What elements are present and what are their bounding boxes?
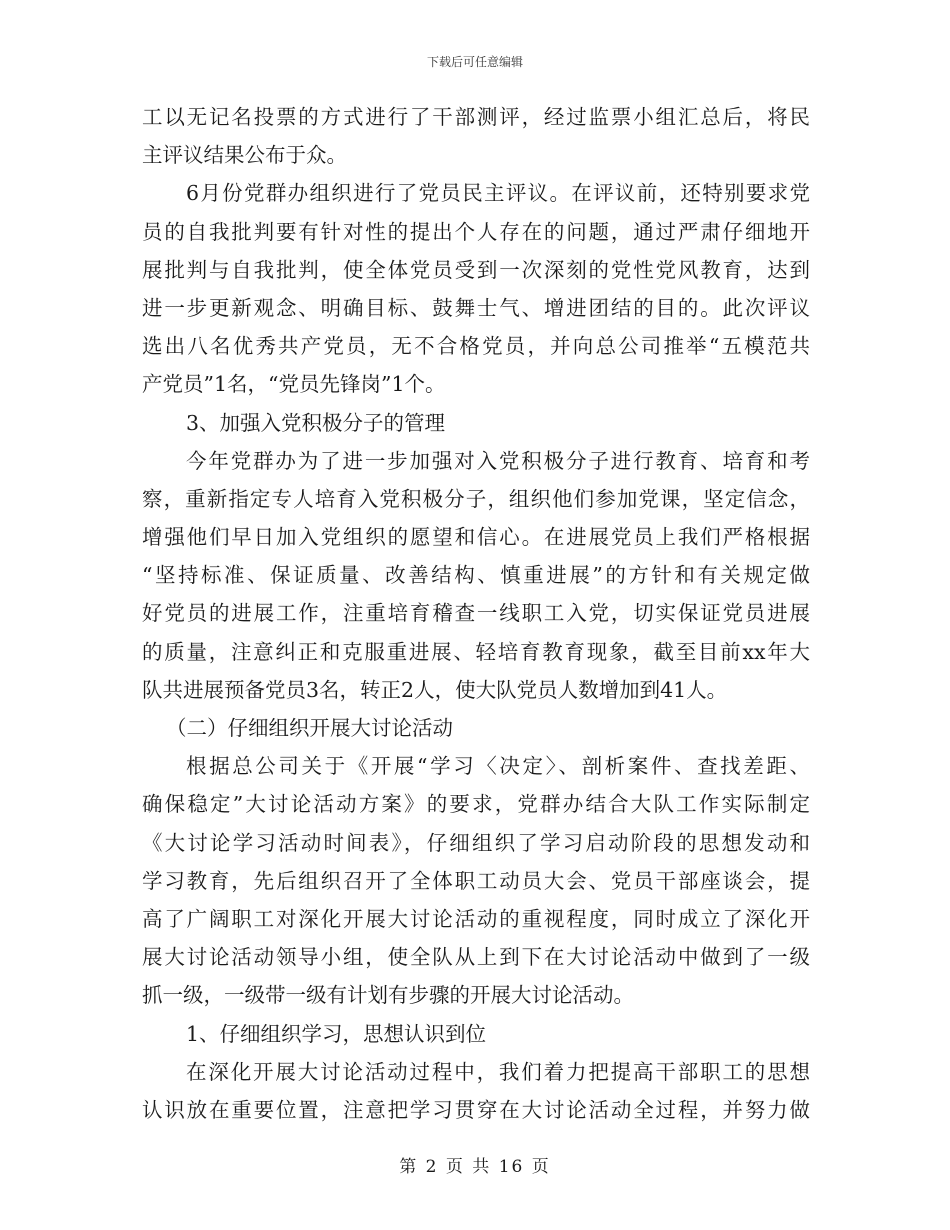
text-line: 认识放在重要位置，注意把学习贯穿在大讨论活动全过程，并努力做 bbox=[142, 1097, 810, 1122]
text-line: 学习教育，先后组织召开了全体职工动员大会、党员干部座谈会，提 bbox=[142, 868, 810, 893]
text-line: 抓一级，一级带一级有计划有步骤的开展大讨论活动。 bbox=[142, 983, 634, 1008]
text-line: 工以无记名投票的方式进行了干部测评，经过监票小组汇总后，将民 bbox=[142, 105, 810, 129]
text-line: 队共进展预备党员3名，转正2人，使大队党员人数增加到41人。 bbox=[142, 677, 728, 702]
document-body bbox=[142, 98, 810, 1129]
section-heading: （二）仔细组织开展大讨论活动 bbox=[166, 716, 453, 740]
text-line: 的质量，注意纠正和克服重进展、轻培育教育现象，截至目前xx年大 bbox=[142, 639, 810, 664]
paragraph-start-line: 根据总公司关于《开展“学习〈决定〉、剖析案件、查找差距、 bbox=[186, 754, 810, 779]
page-header-note: 下载后可任意编辑 bbox=[426, 55, 523, 69]
text-line: 展批判与自我批判，使全体党员受到一次深刻的党性党风教育，达到 bbox=[142, 257, 810, 282]
text-line: 《大讨论学习活动时间表》，仔细组织了学习启动阶段的思想发动和 bbox=[142, 830, 810, 855]
text-line: 主评议结果公布于众。 bbox=[142, 143, 347, 168]
paragraph-start-line: 在深化开展大讨论活动过程中，我们着力把提高干部职工的思想 bbox=[186, 1059, 810, 1084]
text-line: 高了广阔职工对深化开展大讨论活动的重视程度，同时成立了深化开 bbox=[142, 906, 810, 931]
paragraph-start-line: 今年党群办为了进一步加强对入党积极分子进行教育、培育和考 bbox=[186, 448, 810, 473]
text-line: 察，重新指定专人培育入党积极分子，组织他们参加党课，坚定信念， bbox=[142, 486, 810, 511]
text-line: 产党员”1名，“党员先锋岗”1个。 bbox=[142, 372, 446, 397]
text-line: 展大讨论活动领导小组，使全队从上到下在大讨论活动中做到了一级 bbox=[142, 945, 810, 970]
text-line: 进一步更新观念、明确目标、鼓舞士气、增进团结的目的。此次评议 bbox=[142, 295, 810, 320]
text-line: 好党员的进展工作，注重培育稽查一线职工入党，切实保证党员进展 bbox=[142, 601, 810, 626]
section-heading: 3、加强入党积极分子的管理 bbox=[186, 410, 446, 435]
section-heading: 1、仔细组织学习，思想认识到位 bbox=[186, 1021, 487, 1046]
paragraph-start-line: 6月份党群办组织进行了党员民主评议。在评议前，还特别要求党 bbox=[186, 181, 810, 206]
text-line: 员的自我批判要有针对性的提出个人存在的问题，通过严肃仔细地开 bbox=[142, 219, 810, 244]
text-line: 确保稳定”大讨论活动方案》的要求，党群办结合大队工作实际制定 bbox=[142, 792, 810, 817]
page-number-footer: 第 2 页 共 16 页 bbox=[399, 1157, 551, 1177]
text-line: 选出八名优秀共产党员，无不合格党员，并向总公司推举“五模范共 bbox=[142, 334, 810, 359]
text-line: “坚持标准、保证质量、改善结构、慎重进展”的方针和有关规定做 bbox=[142, 563, 810, 588]
text-line: 增强他们早日加入党组织的愿望和信心。在进展党员上我们严格根据 bbox=[142, 525, 810, 550]
